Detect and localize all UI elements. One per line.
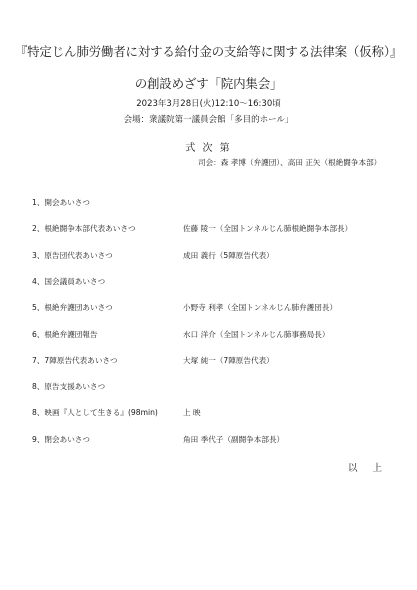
program-item-label: 8、原告支援あいさつ xyxy=(32,382,106,392)
program-item xyxy=(0,407,417,421)
program-item-speaker: 大塚 純一（7陣原告代表） xyxy=(183,355,274,365)
program-item-label: 2、根絶闘争本部代表あいさつ xyxy=(32,224,136,234)
program-item xyxy=(0,276,417,290)
program-item xyxy=(0,434,417,448)
event-venue: 会場：衆議院第一議員会館「多目的ホール」 xyxy=(123,115,294,125)
event-datetime: 2023年3月28日(火)12:10〜16:30頃 xyxy=(136,99,281,109)
program-item-speaker: 角田 季代子（副闘争本部長） xyxy=(183,434,285,444)
program-item-label: 4、国会議員あいさつ xyxy=(32,276,106,286)
program-item xyxy=(0,197,417,211)
program-item-label: 6、根絶弁護団報告 xyxy=(32,329,98,339)
closing-mark: 以 上 xyxy=(348,463,389,474)
program-item xyxy=(0,381,417,395)
program-item-speaker: 佐藤 陵一（全国トンネルじん肺根絶闘争本部長） xyxy=(183,224,353,234)
program-item-label: 1、開会あいさつ xyxy=(32,198,90,207)
program-item xyxy=(0,302,417,316)
program-item-label: 7、7陣原告代表あいさつ xyxy=(32,355,118,365)
program-item-label: 8、映画『人として生きる』(98min) xyxy=(32,408,158,418)
program-item-speaker: 水口 洋介（全国トンネルじん肺事務局長） xyxy=(183,329,330,339)
program-item-label: 3、原告団代表あいさつ xyxy=(32,250,113,260)
program-item xyxy=(0,250,417,264)
program-item-label: 5、根絶弁護団あいさつ xyxy=(32,303,113,313)
program-item xyxy=(0,329,417,343)
program-item-speaker: 成田 義行（5陣原告代表） xyxy=(183,250,274,260)
program-item xyxy=(0,223,417,237)
program-item xyxy=(0,355,417,369)
program-item-label: 9、閉会あいさつ xyxy=(32,434,90,444)
moderator-line: 司会：森 孝博（弁護団）、高田 正矢（根絶闘争本部） xyxy=(198,158,382,167)
document-subtitle: の創設めざす「院内集会」 xyxy=(134,76,283,91)
document-title: 『特定じん肺労働者に対する給付金の支給等に関する法律案（仮称）』 xyxy=(14,44,403,59)
program-item-speaker: 上 映 xyxy=(183,408,201,418)
program-heading: 式 次 第 xyxy=(185,143,232,154)
program-item-speaker: 小野寺 利孝（全国トンネルじん肺弁護団長） xyxy=(183,303,338,313)
